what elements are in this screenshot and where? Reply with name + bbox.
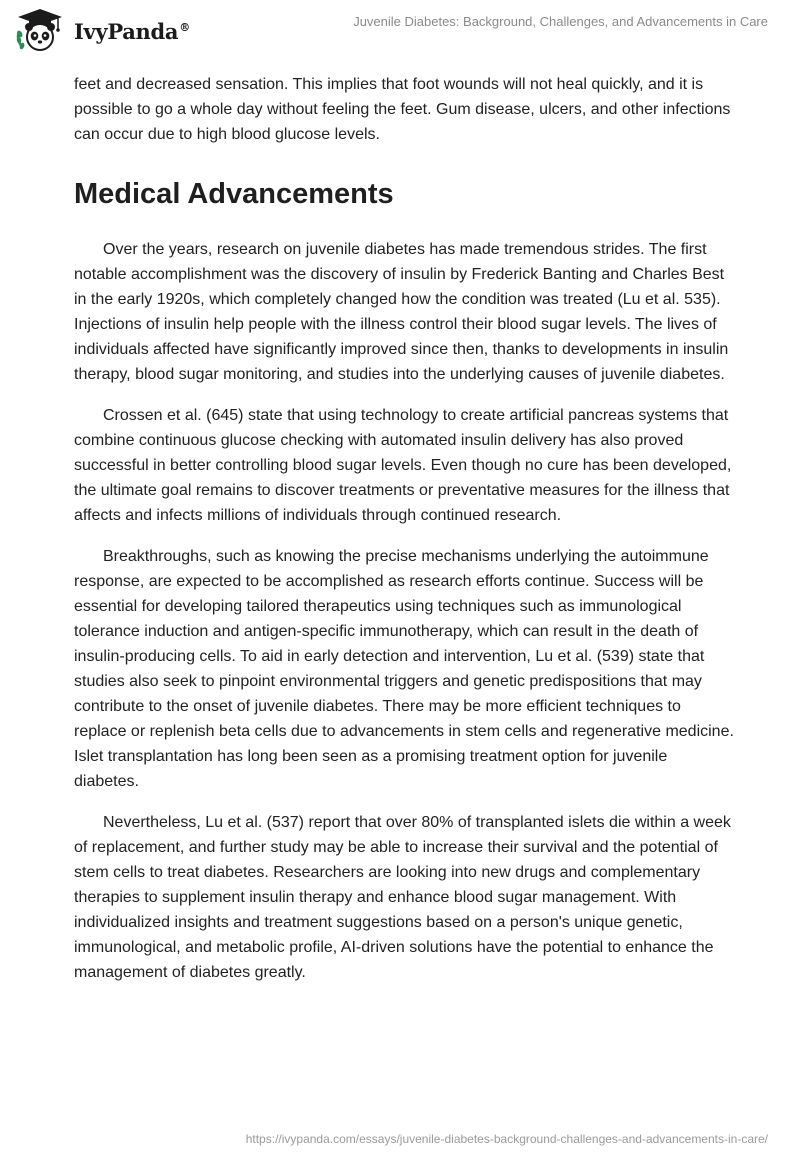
paragraph-1: Over the years, research on juvenile diabetes has made tremendous strides. The first notable accomplishment was the discovery of insulin by Frederick Banting and Charles Best in the early 1920s, which completely changed how the condition was treated (Lu et al. 535). Injections of insulin help people with the illness control their blood sugar levels. The lives of individuals affected have significantly improved since then, thanks to developments in insulin therapy, blood sugar monitoring, and studies into the underlying causes of juvenile diabetes. <box>74 241 729 383</box>
paragraph-2: Crossen et al. (645) state that using technology to create artificial pancreas systems that combine continuous glucose checking with automated insulin delivery has also proved successful in better controlling blood sugar levels. Even though no cure has been developed, the ultimate goal remains to discover treatments or preventative measures for the illness that affects and infects millions of individuals through continued research. <box>74 407 732 524</box>
document-title: Juvenile Diabetes: Background, Challenges, and Advancements in Care <box>353 14 768 29</box>
page-header <box>0 0 800 60</box>
section-heading: Medical Advancements <box>74 178 394 210</box>
panda-graduate-icon <box>14 7 66 53</box>
brand-name: IvyPanda® <box>74 18 190 44</box>
paragraph-4: Nevertheless, Lu et al. (537) report that over 80% of transplanted islets die within a week of replacement, and further study may be able to increase their survival and the potential of stem cells to treat diabetes. Researchers are looking into new drugs and complementary therapies to supplement insulin therapy and enhance blood sugar management. With individualized insights and treatment suggestions based on a person's unique genetic, immunological, and metabolic profile, AI-driven solutions have the potential to enhance the management of diabetes greatly. <box>74 814 731 981</box>
essay-content <box>74 72 734 1001</box>
intro-fragment: feet and decreased sensation. This implies that foot wounds will not heal quickly, and it is possible to go a whole day without feeling the feet. Gum disease, ulcers, and other infections can occur due to high blood glucose levels. <box>74 76 731 143</box>
paragraph-3: Breakthroughs, such as knowing the precise mechanisms underlying the autoimmune response, are expected to be accomplished as research efforts continue. Success will be essential for developing tailored therapeutics using techniques such as immunological tolerance induction and antigen-specific immunotherapy, which can result in the death of insulin-producing cells. To aid in early detection and intervention, Lu et al. (539) state that studies also seek to pinpoint environmental triggers and genetic predispositions that may contribute to the onset of juvenile diabetes. There may be more efficient techniques to replace or replenish beta cells due to advancements in stem cells and regenerative medicine. Islet transplantation has long been seen as a promising treatment option for juvenile diabetes. <box>74 548 734 790</box>
ivypanda-logo[interactable] <box>14 7 204 53</box>
source-url[interactable]: https://ivypanda.com/essays/juvenile-diabetes-background-challenges-and-advancements-in-care/ <box>245 1132 768 1146</box>
registered-mark: ® <box>179 20 190 34</box>
